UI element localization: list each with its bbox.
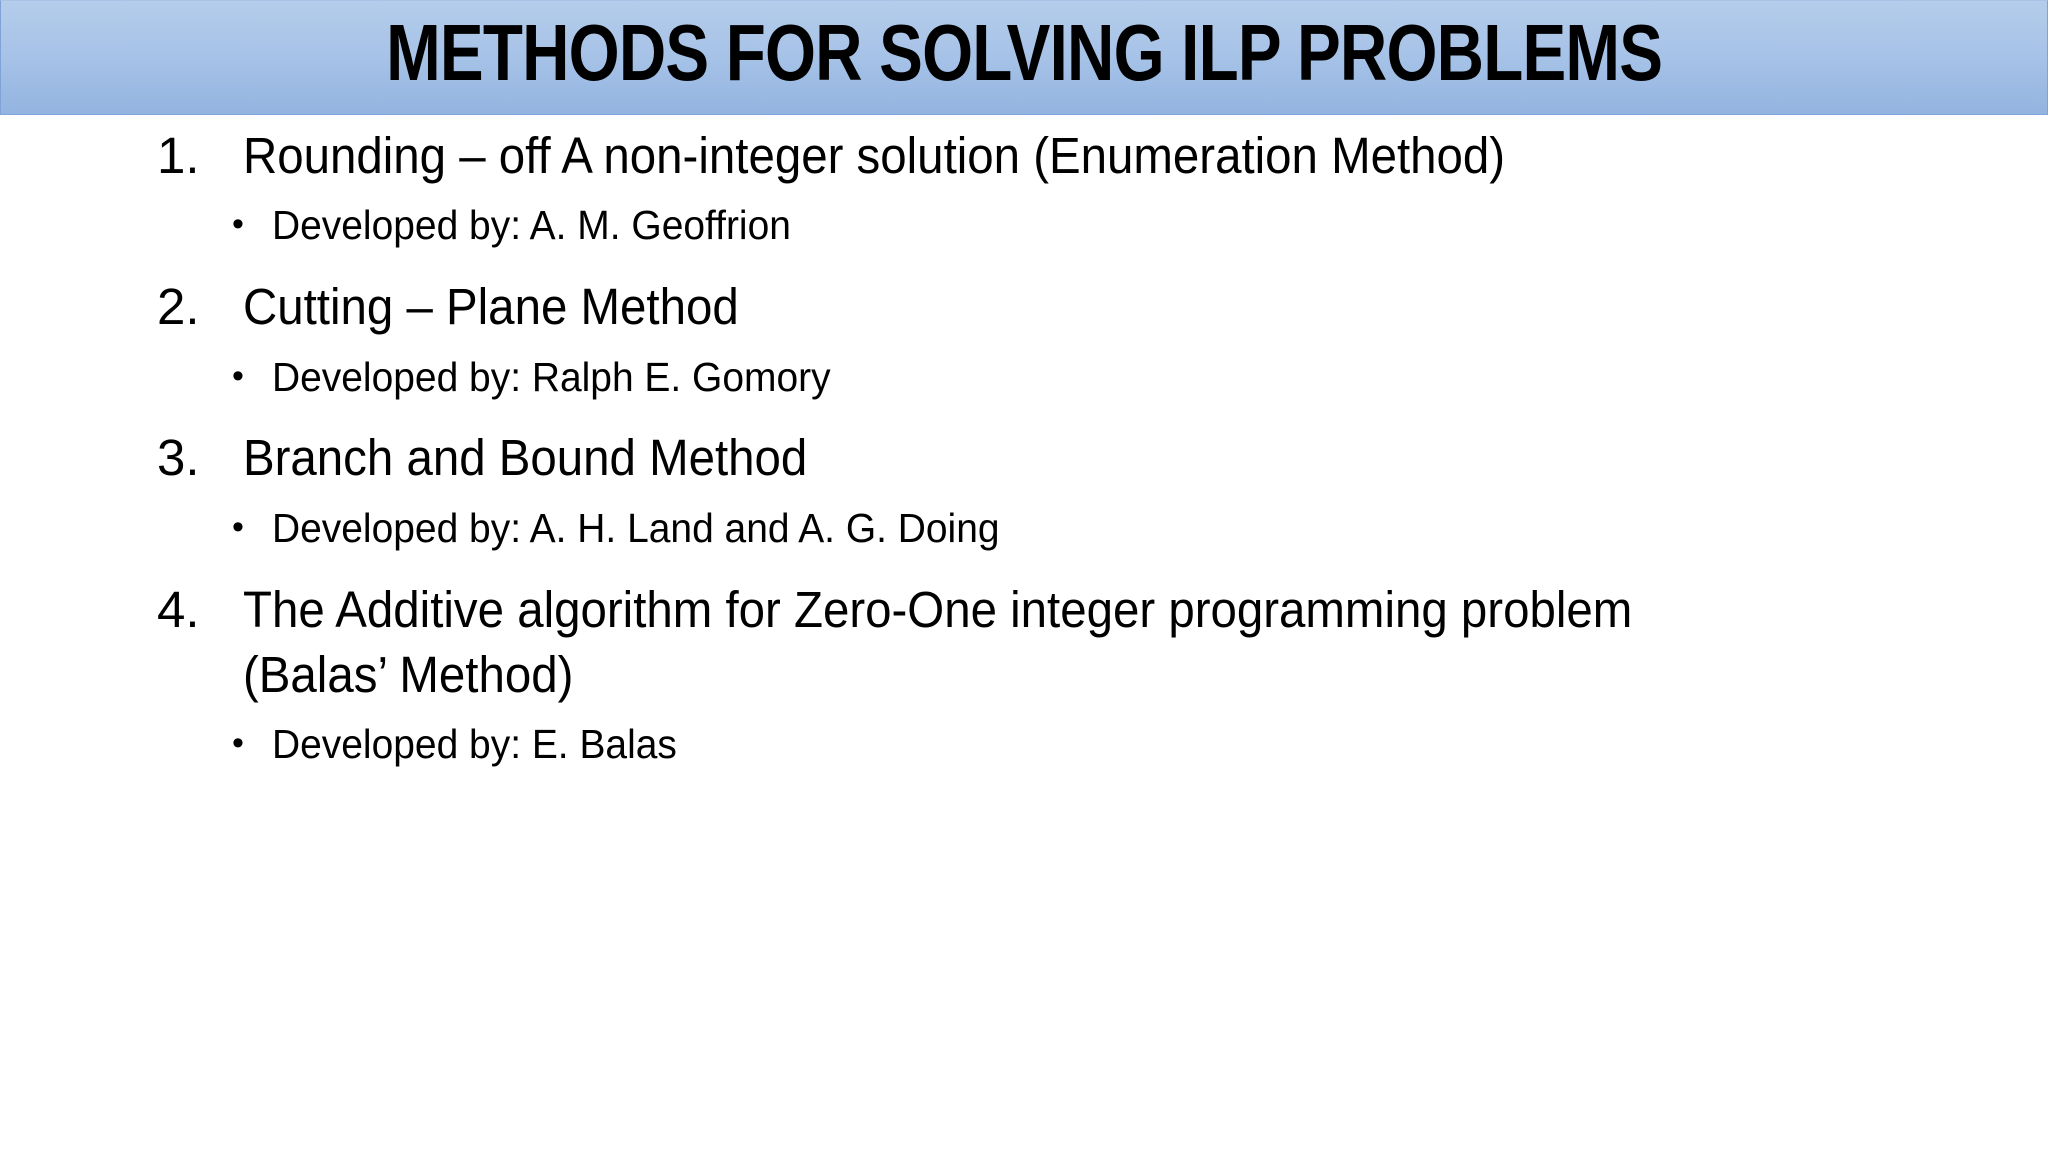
developed-by: Developed by: E. Balas	[272, 721, 677, 767]
item-number: 4.	[157, 581, 200, 638]
item-title: Rounding – off A non-integer solution (Enumeration Method)	[243, 127, 1506, 184]
developed-by: Developed by: A. M. Geoffrion	[272, 202, 791, 248]
item-number: 3.	[157, 429, 200, 486]
bullet-icon: •	[232, 205, 244, 243]
item-title: Cutting – Plane Method	[243, 278, 739, 335]
bullet-icon: •	[232, 357, 244, 395]
item-title: Branch and Bound Method	[243, 429, 808, 486]
item-number: 2.	[157, 278, 200, 335]
developed-by: Developed by: Ralph E. Gomory	[272, 354, 831, 400]
item-title-line-2: (Balas’ Method)	[243, 646, 574, 703]
item-number: 1.	[157, 127, 200, 184]
slide-title: METHODS FOR SOLVING ILP PROBLEMS	[385, 8, 1663, 97]
item-title-line-1: The Additive algorithm for Zero-One integer programming problem	[243, 581, 1633, 638]
developed-by: Developed by: A. H. Land and A. G. Doing	[272, 505, 1000, 551]
bullet-icon: •	[232, 508, 244, 546]
bullet-icon: •	[232, 724, 244, 762]
title-container	[0, 0, 2048, 114]
